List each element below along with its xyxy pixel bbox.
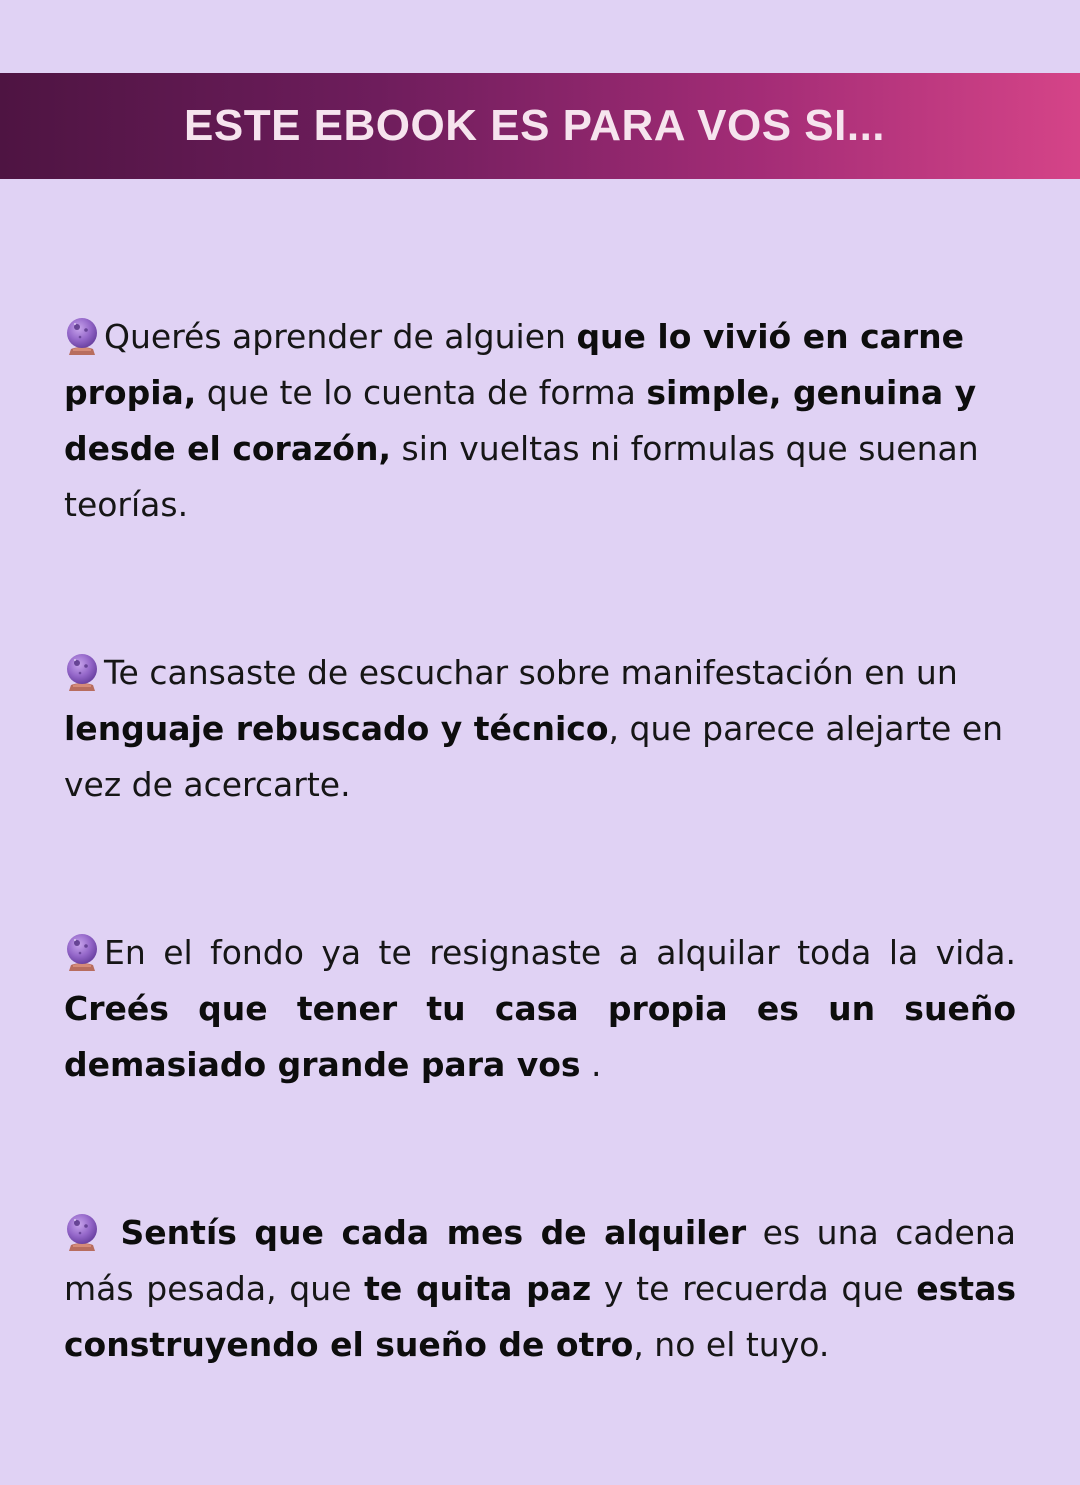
- item-text: que te lo cuenta de forma: [196, 373, 647, 412]
- crystal-ball-icon: [64, 1212, 100, 1252]
- benefits-list: [64, 309, 1016, 1485]
- list-item: [64, 645, 1016, 813]
- item-text: .: [580, 1045, 602, 1084]
- item-emphasis: estas construyendo el sueño de otro: [64, 1269, 1016, 1364]
- item-text: Te cansaste de escuchar sobre manifestación en un: [104, 653, 958, 692]
- item-emphasis: lenguaje rebuscado y técnico: [64, 709, 609, 748]
- crystal-ball-icon: [64, 652, 100, 692]
- crystal-ball-icon: [64, 316, 100, 356]
- banner-title: ESTE EBOOK ES PARA VOS SI...: [184, 101, 886, 150]
- item-text: es una cadena más pesada, que: [64, 1213, 1016, 1308]
- item-emphasis: Sentís que cada mes de alquiler: [120, 1213, 747, 1252]
- item-text: En el fondo ya te resignaste a alquilar toda la vida.: [104, 933, 1016, 972]
- item-text: sin vueltas ni formulas que suenan teorías.: [64, 429, 979, 524]
- item-emphasis: te quita paz: [364, 1269, 592, 1308]
- item-text: y te recuerda que: [591, 1269, 917, 1308]
- item-text: , no el tuyo.: [633, 1325, 830, 1364]
- crystal-ball-icon: [64, 932, 100, 972]
- header-banner: [0, 73, 1080, 179]
- list-item: [64, 925, 1016, 1093]
- item-emphasis: simple, genuina y desde el corazón,: [64, 373, 977, 468]
- list-item: [64, 1205, 1016, 1373]
- item-text: [104, 1213, 121, 1252]
- list-item: [64, 309, 1016, 533]
- item-text: Querés aprender de alguien: [104, 317, 577, 356]
- item-text: , que parece alejarte en vez de acercarte.: [64, 709, 1004, 804]
- item-emphasis: Creés que tener tu casa propia es un sueño demasiado grande para vos: [64, 989, 1016, 1084]
- item-emphasis: que lo vivió en carne propia,: [64, 317, 965, 412]
